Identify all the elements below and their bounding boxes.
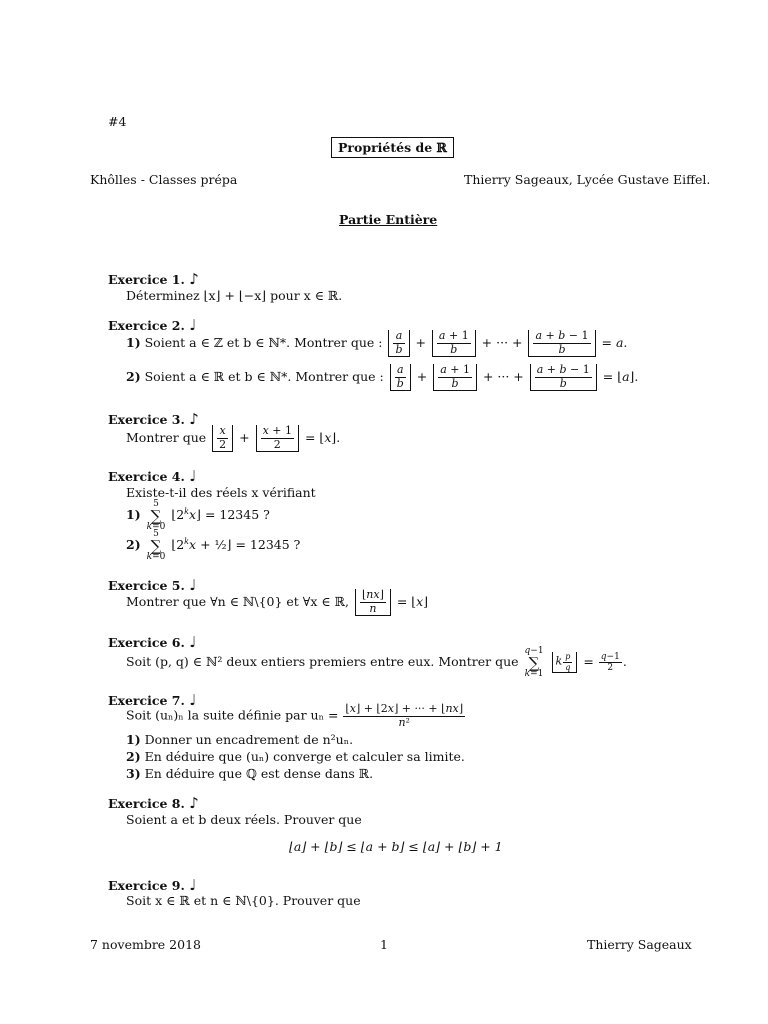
sheet-number: #4 (108, 114, 127, 129)
exercise-8-intro: Soient a et b deux réels. Prouver que (126, 812, 362, 827)
exercise-1-heading: Exercice 1. ♪ (108, 270, 199, 288)
quarter-note-icon: ♩ (189, 316, 197, 334)
footer-date: 7 novembre 2018 (90, 937, 201, 952)
exercise-8-heading: Exercice 8. ♪ (108, 794, 199, 812)
quarter-note-icon: ♩ (189, 467, 197, 485)
exercise-1-text: Déterminez ⌊x⌋ + ⌊−x⌋ pour x ∈ ℝ. (126, 288, 343, 303)
exercise-5-text: Montrer que ∀n ∈ ℕ\{0} et ∀x ∈ ℝ, $\frac{⌊nx⌋}{n}$ = ⌊x⌋ (126, 588, 429, 615)
quarter-note-icon: ♩ (189, 633, 197, 651)
exercise-4-heading: Exercice 4. ♩ (108, 467, 197, 485)
quarter-note-icon: ♩ (189, 576, 197, 594)
exercise-7-item-3: 3) En déduire que ℚ est dense dans ℝ. (126, 766, 374, 781)
exercise-4-item-2: 2) 5 ∑ k=0 $⌊2^kx$ + ½⌋ = 12345 ? (126, 529, 301, 562)
exercise-2-item-1: 1) Soient a ∈ ℤ et b ∈ ℕ*. Montrer que : $\frac{a}{b}$ + $\frac{a + 1}{b}$ + ··· + $\frac{a + b - 1}{b}$ = a. (126, 329, 628, 356)
eighth-note-icon: ♪ (189, 270, 199, 288)
header-right: Thierry Sageaux, Lycée Gustave Eiffel. (464, 172, 711, 187)
quarter-note-icon: ♩ (189, 876, 197, 894)
exercise-9-text: Soit x ∈ ℝ et n ∈ ℕ\{0}. Prouver que (126, 893, 361, 908)
eighth-note-icon: ♪ (189, 794, 199, 812)
exercise-4-intro: Existe-t-il des réels x vérifiant (126, 485, 316, 500)
exercise-2-heading: Exercice 2. ♩ (108, 316, 197, 334)
exercise-7-heading: Exercice 7. ♩ (108, 691, 197, 709)
section-title: Partie Entière (339, 212, 438, 227)
page-title: Propriétés de ℝ (331, 137, 454, 158)
footer-page-number: 1 (380, 937, 388, 952)
exercise-8-inequality: ⌊a⌋ + ⌊b⌋ ≤ ⌊a + b⌋ ≤ ⌊a⌋ + ⌊b⌋ + 1 (289, 839, 503, 854)
exercise-3-heading: Exercice 3. ♪ (108, 410, 199, 428)
quarter-note-icon: ♩ (189, 691, 197, 709)
exercise-7-item-1: 1) Donner un encadrement de n²uₙ. (126, 732, 354, 747)
exercise-7-item-2: 2) En déduire que (uₙ) converge et calculer sa limite. (126, 749, 465, 764)
exercise-4-item-1: 1) 5 ∑ k=0 $⌊2^kx⌋ = 12345$ ? (126, 499, 270, 532)
exercise-9-heading: Exercice 9. ♩ (108, 876, 197, 894)
exercise-6-text: Soit (p, q) ∈ ℕ² deux entiers premiers entre eux. Montrer que q−1 ∑ k=1 k $\frac{p}{q}$ = $\frac{q-1}{2}$ . (126, 646, 627, 679)
exercise-6-heading: Exercice 6. ♩ (108, 633, 197, 651)
eighth-note-icon: ♪ (189, 410, 199, 428)
footer-author: Thierry Sageaux (587, 937, 692, 952)
exercise-3-text: Montrer que $\frac{x}{2}$ + $\frac{x + 1}{2}$ = ⌊x⌋. (126, 424, 341, 451)
exercise-5-heading: Exercice 5. ♩ (108, 576, 197, 594)
header-left: Khôlles - Classes prépa (90, 172, 238, 187)
exercise-2-item-2: 2) Soient a ∈ ℝ et b ∈ ℕ*. Montrer que : $\frac{a}{b}$ + $\frac{a + 1}{b}$ + ··· + $\frac{a + b - 1}{b}$ = ⌊a⌋. (126, 363, 639, 390)
exercise-7-intro: Soit (uₙ)ₙ la suite définie par uₙ = $\frac{⌊x⌋ + ⌊2x⌋ + \cdot\cdot\cdot + ⌊nx⌋}{\text{n²}}$ (126, 702, 464, 729)
